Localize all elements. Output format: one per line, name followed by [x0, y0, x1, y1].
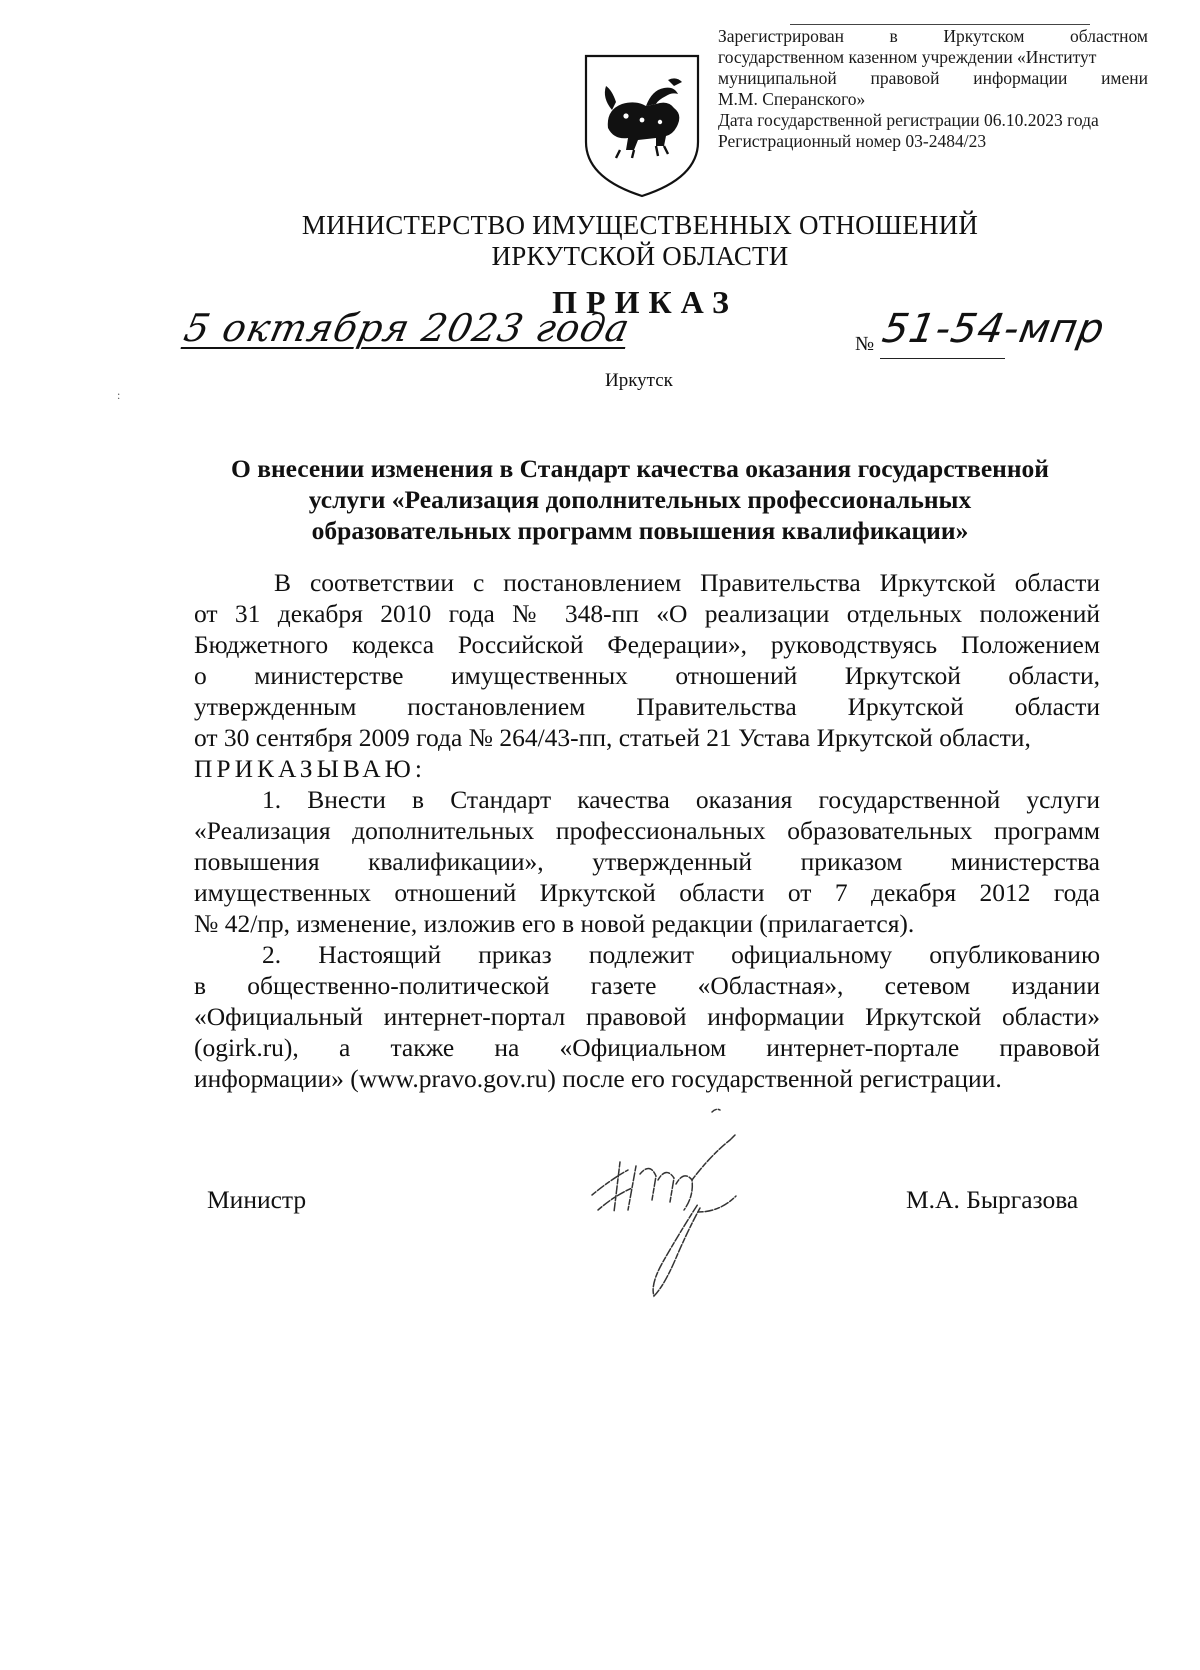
handwritten-signature-icon: [580, 1100, 770, 1305]
registration-word: Зарегистрирован: [718, 26, 845, 46]
registration-word: областном: [1070, 26, 1149, 46]
signatory-position: Министр: [207, 1185, 307, 1214]
ministry-name: [0, 210, 1200, 272]
subject-line-3: образовательных программ повышения квалификации»: [311, 516, 969, 545]
number-sign: №: [855, 333, 875, 355]
body-line: 2. Настоящий приказ подлежит официальному опубликованию: [262, 940, 1100, 969]
body-line-order-verb: ПРИКАЗЫВАЮ:: [194, 754, 426, 783]
ministry-line-1: МИНИСТЕРСТВО ИМУЩЕСТВЕННЫХ ОТНОШЕНИЙ: [301, 210, 979, 240]
order-body: [194, 567, 1100, 1094]
registration-word: правовой: [870, 68, 940, 88]
registration-line-1: [718, 26, 1148, 47]
registration-line-2: государственном казенном учреждении «Институт: [718, 47, 1097, 67]
order-title: ПРИКАЗ: [552, 284, 738, 320]
registration-word: в: [889, 26, 898, 46]
registration-line-4: М.М. Сперанского»: [718, 89, 866, 109]
body-line: утвержденным постановлением Правительства Иркутской области: [194, 692, 1100, 721]
handwritten-order-number: 51-54-мпр: [878, 306, 1109, 352]
registration-word: имени: [1101, 68, 1148, 88]
order-subject: [150, 453, 1130, 546]
body-line: от 30 сентября 2009 года № 264/43-пп, статьей 21 Устава Иркутской области,: [194, 723, 1031, 752]
body-line: о министерстве имущественных отношений Иркутской области,: [194, 661, 1100, 690]
body-line: информации» (www.pravo.gov.ru) после его государственной регистрации.: [194, 1064, 1002, 1093]
body-line: повышения квалификации», утвержденный приказом министерства: [194, 847, 1100, 876]
registration-word: информации: [973, 68, 1068, 88]
signatory-name: М.А. Быргазова: [906, 1185, 1079, 1214]
body-line: Бюджетного кодекса Российской Федерации», руководствуясь Положением: [194, 630, 1100, 659]
margin-mark: :: [117, 388, 121, 402]
handwritten-date: 5 октября 2023 года: [180, 306, 635, 350]
registration-word: Иркутском: [943, 26, 1025, 46]
registration-date: Дата государственной регистрации 06.10.2023 года: [718, 110, 1099, 130]
registration-word: муниципальной: [718, 68, 837, 88]
subject-line-2: услуги «Реализация дополнительных профессиональных: [308, 485, 972, 514]
body-line: В соответствии с постановлением Правительства Иркутской области: [274, 568, 1100, 597]
body-line: имущественных отношений Иркутской области от 7 декабря 2012 года: [194, 878, 1100, 907]
body-line: 1. Внести в Стандарт качества оказания государственной услуги: [262, 785, 1100, 814]
registration-stamp-rule: [790, 24, 1090, 25]
registration-line-3: [718, 68, 1148, 89]
irkutsk-coat-of-arms-icon: [582, 50, 702, 200]
subject-line-1: О внесении изменения в Стандарт качества оказания государственной: [231, 454, 1049, 483]
body-line: (ogirk.ru), а также на «Официальном интернет-портале правовой: [194, 1033, 1100, 1062]
ministry-line-2: ИРКУТСКОЙ ОБЛАСТИ: [491, 241, 789, 271]
body-line: «Официальный интернет-портал правовой информации Иркутской области»: [194, 1002, 1100, 1031]
registration-number: Регистрационный номер 03-2484/23: [718, 131, 987, 151]
registration-stamp: [718, 26, 1148, 152]
city-label: Иркутск: [605, 370, 673, 391]
order-number-underline: [880, 358, 1005, 359]
body-line: от 31 декабря 2010 года № 348-пп «О реализации отдельных положений: [194, 599, 1100, 628]
body-line: в общественно-политической газете «Областная», сетевом издании: [194, 971, 1100, 1000]
body-line: «Реализация дополнительных профессиональных образовательных программ: [194, 816, 1100, 845]
body-line: № 42/пр, изменение, изложив его в новой редакции (прилагается).: [194, 909, 915, 938]
